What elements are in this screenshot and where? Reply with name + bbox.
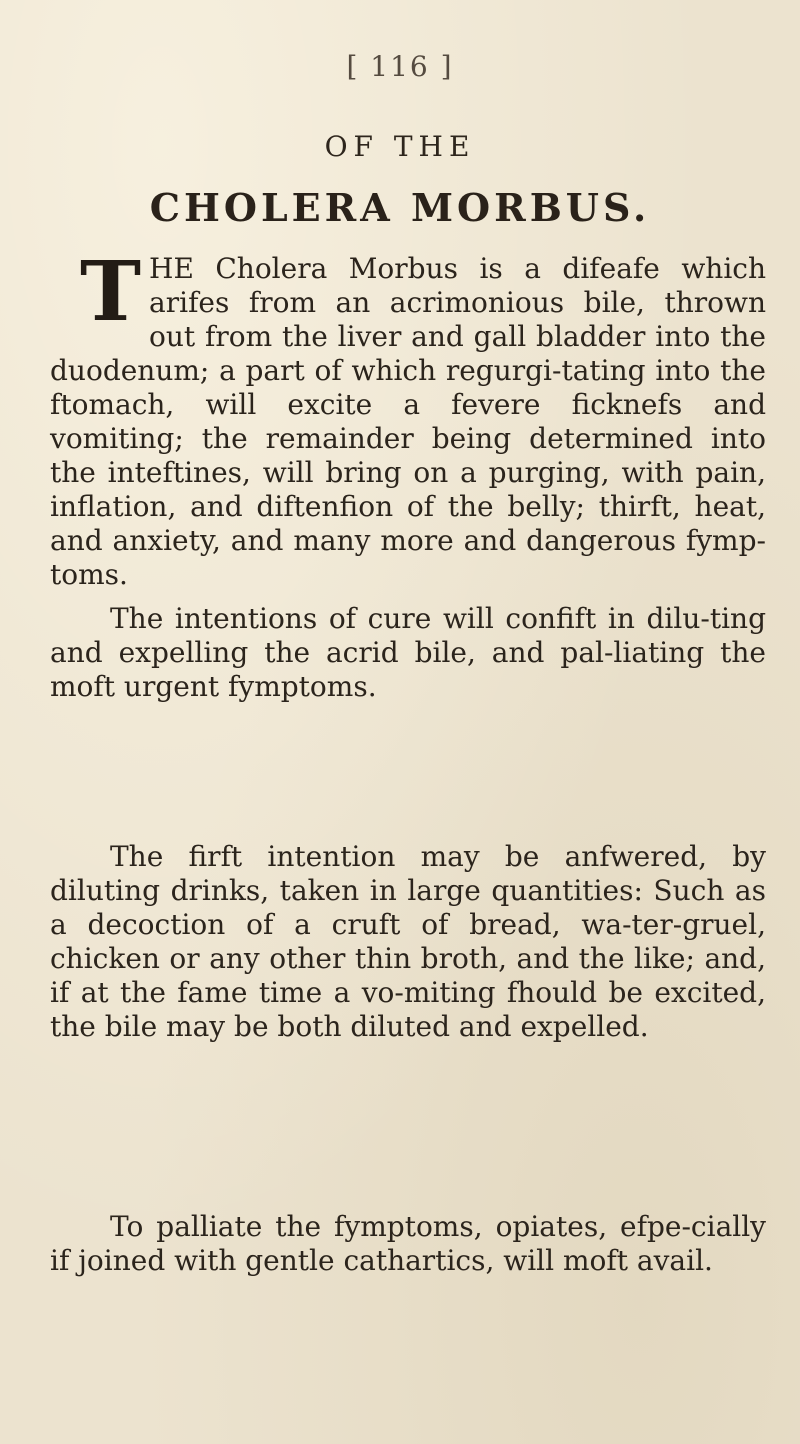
page-number: [ 116 ] [346,50,454,83]
page-title: CHOLERA MORBUS. [149,185,651,230]
drop-cap: T [80,244,142,340]
paragraph-2: The intentions of cure will confift in dilu-ting and expelling the acrid bile, and pal-liating the moft urgent fymptoms. [50,602,766,703]
paragraph-4: To palliate the fymptoms, opiates, efpe-cially if joined with gentle cathartics, will moft avail. [50,1210,766,1277]
paragraph-1 [50,244,766,592]
section-heading: OF THE [324,130,476,163]
paragraph-1-text: HE Cholera Morbus is a difeafe which arifes from an acrimonious bile, thrown out from the liver and gall bladder into the duodenum; a part of which regurgi-tating into the ftomach, will excite a fevere ficknefs and vomiting; the remainder being determined into the inteftines, will bring on a purging, with pain, inflation, and diftenfion of the belly; thirft, heat, and anxiety, and many more and dangerous fymp-toms. [50,252,766,591]
paragraph-3: The firft intention may be anfwered, by diluting drinks, taken in large quantities: Such as a decoction of a cruft of bread, wa-ter-gruel, chicken or any other thin broth, and the like; and, if at the fame time a vo-miting fhould be excited, the bile may be both diluted and expelled. [50,840,766,1043]
